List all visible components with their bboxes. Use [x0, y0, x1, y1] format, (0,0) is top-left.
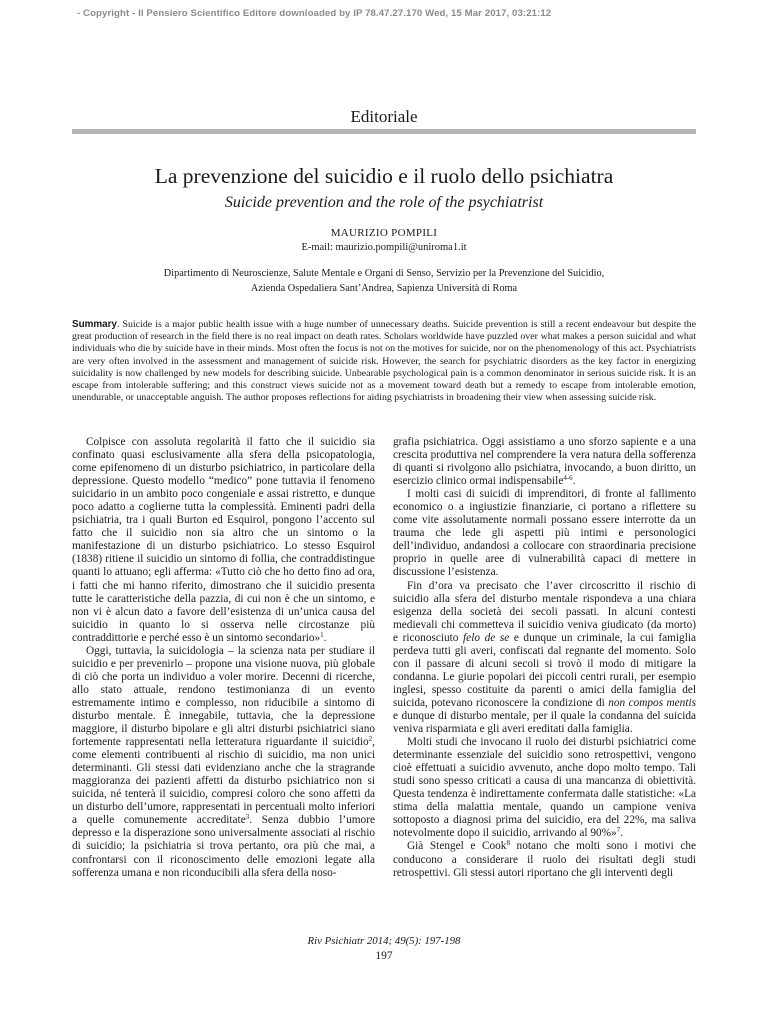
section-divider [72, 129, 696, 134]
summary-abstract [72, 319, 696, 404]
section-label: Editoriale [350, 107, 418, 126]
page-number: 197 [375, 950, 393, 962]
article-subtitle: Suicide prevention and the role of the psychiatrist [224, 194, 544, 211]
body-column-right [393, 436, 696, 880]
body-paragraph-5: Molti studi che invocano il ruolo dei disturbi psichiatrici come determinante essenziale del suicidio sono retrospettivi, vengono cioè effettuati a suicidio avvenuto, anche dopo molto tempo. Tali studi sono spesso criticati a causa di una mancanza di obiettività. Questa tendenza è indirettamente confermata dalle statistiche: «La stima della malattia mentale, quando un campione veniva sottoposto a diagnosi prima del suicidio, era del 22%, ma saliva notevolmente dopo il suicidio, arrivando al 90%»$^7$. [393, 736, 696, 840]
affiliation-line-1: Dipartimento di Neuroscienze, Salute Mentale e Organi di Senso, Servizio per la Prevenzione del Suicidio, [163, 268, 605, 279]
citation-ref: 8 [506, 839, 510, 848]
affiliation [0, 267, 768, 296]
summary-text: . Suicide is a major public health issue with a huge number of unnecessary deaths. Suicide prevention is still a recent endeavour but despite the great production of research in the field there is no real impact on death rates. Scholars worldwide have puzzled over what makes a person suicidal and what individuals who die by suicide have in their minds. Most often the focus is not on the motives for suicide, nor on the phenomenology of this act. Psychiatrists are very often involved in the assessment and management of suicide risk. However, the search for psychiatric disorders as the key factor in energizing suicidality is now challenged by new models for describing suicide. Unbearable psychological pain is a common denominator in serious suicide risk. It is an escape from intolerable suffering; and this construct views suicide not as a movement toward death but a remedy to escape from intolerable emotion, unendurable, or unacceptable anguish. The author proposes reflections for aiding psychiatrists in broadening their view when assessing suicide risk. [72, 319, 696, 404]
body-column-left [72, 436, 375, 880]
body-paragraph-2-continued: grafia psichiatrica. Oggi assistiamo a uno sforzo sapiente e a una crescita produttiva nel comprendere la vera natura della sofferenza di quanti si rivolgono allo psichiatra, invocando, a buon diritto, un esercizio clinico ormai indispensabile$^{4-6}$. [393, 436, 696, 488]
citation-ref: 1 [320, 630, 324, 639]
citation-ref: 7 [616, 826, 621, 835]
summary-label: Summary [72, 319, 118, 330]
citation-ref: 4-6 [563, 474, 573, 483]
copyright-notice: - Copyright - Il Pensiero Scientifico Editore downloaded by IP 78.47.27.170 Wed, 15 Mar 2017, 03:21:12 [77, 8, 552, 19]
author-email: E-mail: maurizio.pompili@uniroma1.it [301, 242, 467, 253]
body-paragraph-4: Fin d’ora va precisato che l’aver circoscritto il rischio di suicidio alla sfera del disturbo mentale rispondeva a una chiara esigenza della società dei secoli passati. In alcuni contesti medievali chi commetteva il suicidio veniva giudicato (da morto) e riconosciuto felo de se e dunque un criminale, la cui famiglia perdeva tutti gli averi, confiscati dal regnante del momento. Solo con il passare di alcuni secoli si trovò il modo di mitigare la condanna. Le giurie popolari dei piccoli centri rurali, per esempio inglesi, spesso costituite da parenti o amici della famiglia del suicida, potevano riconoscere la condizione di non compos mentis e dunque di disturbo mentale, per il quale la condanna del suicida veniva risparmiata e gli averi ereditati dalla famiglia. [393, 579, 696, 736]
citation-ref: 2 [368, 735, 373, 744]
body-paragraph-3: I molti casi di suicidi di imprenditori, di fronte al fallimento economico o a ingiustizie finanziarie, ci portano a riflettere su come vite assolutamente normali possano essere interrotte da un trauma che lede gli aspetti più intimi e personologici dell’individuo, andandosi a collocare con straordinaria precisione proprio in quelle aree di vulnerabilità capaci di mettere in discussione l’esistenza. [393, 488, 696, 579]
body-paragraph-1: Colpisce con assoluta regolarità il fatto che il suicidio sia confinato quasi esclusivamente alla sfera della psicopatologia, come epifenomeno di un disturbo psichiatrico, in particolare della depressione. Questo modello “medico” pone tuttavia il fenomeno suicidario in un ambito poco congeniale e assai ristretto, e dunque poco adatto a coglierne tutta la complessità. Eminenti padri della psichiatria, tra i quali Burton ed Esquirol, pongono l’accento sul fatto che il suicidio non sia altro che un sintomo o la manifestazione di un disturbo psichiatrico. Lo stesso Esquirol (1838) ritiene il suicidio un sintomo di follia, che contraddistingue quanti lo attuano; egli afferma: «Tutto ciò che ho detto fino ad ora, i fatti che mi hanno riferito, dimostrano che il suicidio presenta tutte le caratteristiche della pazzia, di cui non è che un sintomo, e non vi è alcun dato a favore dell’esistenza di un’unica causa del suicidio in quanto lo si osserva nelle circostanze più contraddittorie e perché esso è un sintomo secondario»$^1$. [72, 436, 375, 644]
body-paragraph-6: Già Stengel e Cook$^8$ notano che molti sono i motivi che conducono a considerare il ruolo dei risultati degli studi retrospettivi. Gli stessi autori riportano che gli interventi degli [393, 839, 696, 879]
body-paragraph-2: Oggi, tuttavia, la suicidologia – la scienza nata per studiare il suicidio e per prevenirlo – propone una visione nuova, più globale di ciò che porta un individuo a voler morire. Decenni di ricerche, allo stato attuale, rendono testimonianza di un evento estremamente intimo e complesso, non riducibile a sintomo di disturbo mentale. È innegabile, tuttavia, che la depressione maggiore, il disturbo bipolare e gli altri disturbi psichiatrici siano fortemente rappresentati nella letteratura riguardante il suicidio$^2$, come elementi contribuenti al rischio di suicidio, ma non unici determinanti. Gli stessi dati evidenziano anche che la stragrande maggioranza dei pazienti affetti da disturbo psichiatrico non si suicida, né tenterà il suicidio, compresi coloro che sono affetti da un disturbo dell’umore, rappresentati in percentuali molto inferiori a quelle comunemente accreditate$^3$. Senza dubbio l’umore depresso e la disperazione sono universalmente associati al rischio di suicidio; la psichiatria si trova pertanto, ora più che mai, a confrontarsi con il riconoscimento delle emozioni legate alla sofferenza umana e non riconducibili alla sfera della noso- [72, 644, 375, 879]
affiliation-line-2: Azienda Ospedaliera Sant’Andrea, Sapienza Università di Roma [250, 282, 518, 294]
citation-ref: 3 [245, 813, 250, 822]
article-title: La prevenzione del suicidio e il ruolo dello psichiatra [154, 164, 614, 188]
journal-citation: Riv Psichiatr 2014; 49(5): 197-198 [307, 935, 461, 947]
author-name: MAURIZIO POMPILI [330, 227, 438, 239]
